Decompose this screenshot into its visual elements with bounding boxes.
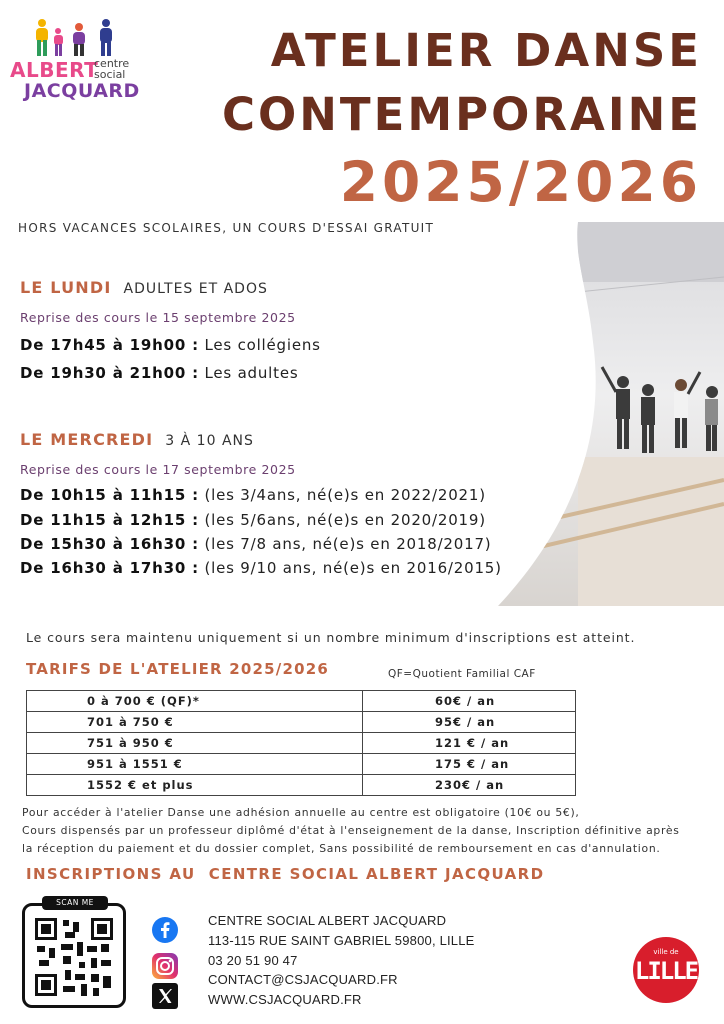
lundi-reprise: Reprise des cours le 15 septembre 2025: [20, 310, 296, 325]
tarif-range: 0 à 700 € (QF)*: [27, 691, 363, 712]
notice-text: Le cours sera maintenu uniquement si un nombre minimum d'inscriptions est atteint.: [26, 630, 636, 645]
qr-code-icon: [25, 906, 123, 1005]
lundi-row-2: [20, 364, 298, 382]
tarif-price: 95€ / an: [363, 712, 576, 733]
title-line1: ATELIER DANSE: [270, 24, 702, 77]
scan-me-label: SCAN ME: [42, 896, 108, 910]
lille-logo-word: LILLE: [634, 957, 698, 985]
lundi-audience: ADULTES ET ADOS: [123, 281, 268, 297]
tarif-range: 751 à 950 €: [27, 733, 363, 754]
logo-jacquard: JACQUARD: [24, 80, 140, 102]
tarifs-table: [26, 690, 576, 796]
mercredi-audience: 3 À 10 ANS: [165, 433, 254, 449]
mercredi-day: LE MERCREDI: [20, 430, 154, 449]
ville-de-lille-logo: [633, 937, 699, 1003]
table-row: [27, 691, 576, 712]
contact-address: 113-115 RUE SAINT GABRIEL 59800, LILLE: [208, 933, 475, 948]
tarif-range: 951 à 1551 €: [27, 754, 363, 775]
tarif-range: 1552 € et plus: [27, 775, 363, 796]
lundi-day: LE LUNDI: [20, 278, 112, 297]
family-figures-icon: [30, 18, 120, 60]
tarifs-title: TARIFS DE L'ATELIER 2025/2026: [26, 660, 330, 678]
title-line2: CONTEMPORAINE: [221, 88, 702, 141]
mercredi-heading: [20, 430, 254, 449]
lundi-row-1: [20, 336, 321, 354]
footnote-3: la réception du paiement et du dossier complet, Sans possibilité de remboursement en cas d'annulation.: [22, 842, 661, 855]
logo-social-text: social: [94, 68, 126, 81]
table-row: [27, 754, 576, 775]
desc: Les adultes: [198, 364, 299, 382]
intro-text: HORS VACANCES SCOLAIRES, UN COURS D'ESSAI GRATUIT: [18, 221, 435, 235]
contact-website[interactable]: WWW.CSJACQUARD.FR: [208, 992, 362, 1007]
desc: (les 5/6ans, né(e)s en 2020/2019): [198, 511, 486, 529]
mercredi-reprise: Reprise des cours le 17 septembre 2025: [20, 462, 296, 477]
tarif-price: 121 € / an: [363, 733, 576, 754]
contact-phone[interactable]: 03 20 51 90 47: [208, 953, 298, 968]
time: De 16h30 à 17h30 :: [20, 559, 199, 577]
desc: (les 9/10 ans, né(e)s en 2016/2015): [198, 559, 502, 577]
desc: (les 7/8 ans, né(e)s en 2018/2017): [198, 535, 492, 553]
time: De 10h15 à 11h15 :: [20, 486, 199, 504]
facebook-icon[interactable]: [152, 917, 178, 943]
dance-studio-photo: [498, 222, 724, 606]
qf-note: QF=Quotient Familial CAF: [388, 668, 536, 680]
tarif-price: 60€ / an: [363, 691, 576, 712]
footnote-1: Pour accéder à l'atelier Danse une adhésion annuelle au centre est obligatoire (10€ ou 5€),: [22, 806, 580, 819]
desc: Les collégiens: [198, 336, 321, 354]
instagram-icon[interactable]: [152, 953, 178, 979]
title-year: 2025/2026: [339, 150, 702, 214]
inscriptions-title: INSCRIPTIONS AU CENTRE SOCIAL ALBERT JACQUARD: [26, 865, 545, 883]
mercredi-row-4: [20, 559, 502, 577]
lundi-heading: [20, 278, 268, 297]
lille-logo-top: ville de: [653, 948, 679, 956]
tarif-range: 701 à 750 €: [27, 712, 363, 733]
tarif-price: 175 € / an: [363, 754, 576, 775]
desc: (les 3/4ans, né(e)s en 2022/2021): [198, 486, 486, 504]
time: De 11h15 à 12h15 :: [20, 511, 199, 529]
table-row: [27, 775, 576, 796]
mercredi-row-1: [20, 486, 486, 504]
qr-code[interactable]: [22, 903, 126, 1008]
time: De 19h30 à 21h00 :: [20, 364, 199, 382]
logo-albert: ALBERT: [10, 58, 99, 82]
footnote-2: Cours dispensés par un professeur diplômé d'état à l'enseignement de la danse, Inscription définitive après: [22, 824, 680, 837]
time: De 15h30 à 16h30 :: [20, 535, 199, 553]
time: De 17h45 à 19h00 :: [20, 336, 199, 354]
mercredi-row-2: [20, 511, 486, 529]
contact-email[interactable]: CONTACT@CSJACQUARD.FR: [208, 972, 398, 987]
mercredi-row-3: [20, 535, 491, 553]
contact-name: CENTRE SOCIAL ALBERT JACQUARD: [208, 913, 447, 928]
table-row: [27, 733, 576, 754]
tarif-price: 230€ / an: [363, 775, 576, 796]
logo-centre-text: centre: [94, 57, 130, 70]
table-row: [27, 712, 576, 733]
logo-centre-social: [94, 58, 129, 80]
albert-jacquard-logo: [10, 18, 140, 110]
x-icon[interactable]: [152, 983, 178, 1009]
